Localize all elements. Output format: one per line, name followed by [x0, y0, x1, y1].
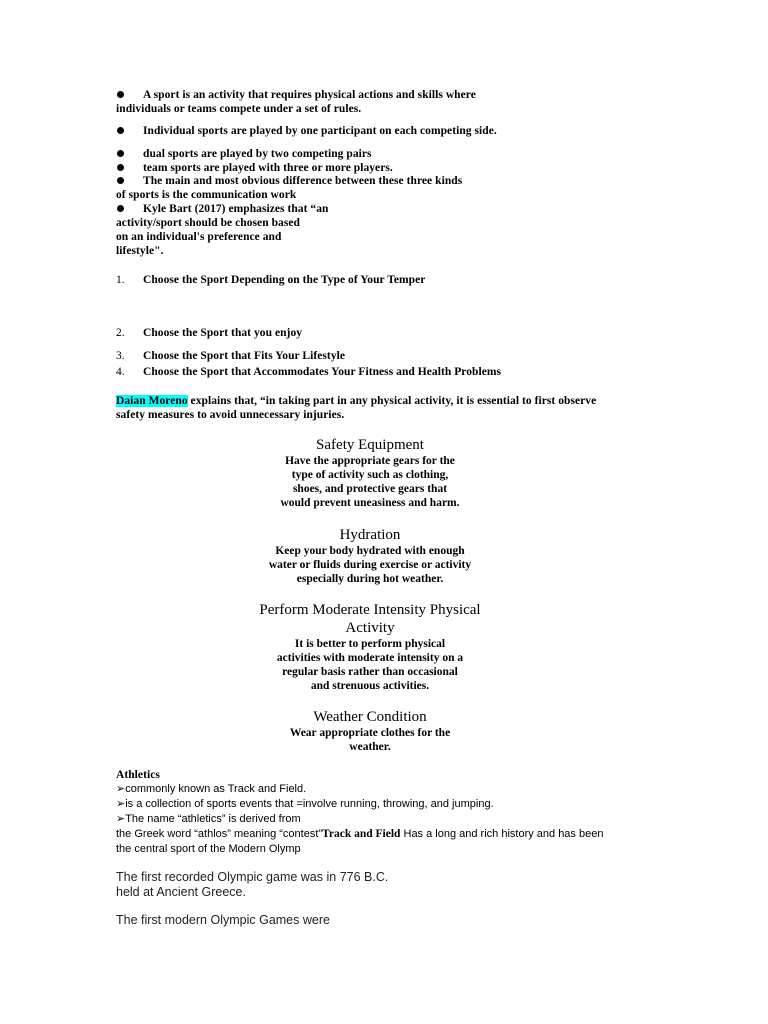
section-body: would prevent uneasiness and harm.	[280, 497, 460, 509]
bullet-text: Individual sports are played by one participant on each competing side.	[143, 125, 497, 137]
section-body: Wear appropriate clothes for the	[289, 727, 451, 739]
bullet-text: The main and most obvious difference between these three kinds	[143, 175, 463, 187]
section-body: shoes, and protective gears that	[292, 483, 448, 495]
athletics-item: ➢The name “athletics” is derived from	[116, 813, 301, 825]
athletics-text: the Greek word “athlos” meaning “contest”	[116, 828, 323, 840]
bullet-text: team sports are played with three or more players.	[143, 162, 393, 174]
bullet-text: individuals or teams compete under a set of rules.	[116, 103, 362, 115]
list-item: Choose the Sport that Fits Your Lifestyle	[143, 350, 346, 362]
list-number: 4.	[116, 366, 125, 378]
section-body: Keep your body hydrated with enough	[275, 545, 465, 557]
section-title: Perform Moderate Intensity Physical	[259, 602, 481, 618]
list-number: 3.	[116, 350, 125, 362]
section-body: water or fluids during exercise or activity	[268, 559, 472, 571]
section-title: Safety Equipment	[316, 437, 424, 453]
bullet-dot-icon	[117, 205, 124, 212]
bullet-text: of sports is the communication work	[116, 189, 297, 201]
athletics-heading: Athletics	[116, 769, 160, 781]
section-body: regular basis rather than occasional	[282, 666, 458, 678]
athletics-item: ➢commonly known as Track and Field.	[116, 783, 307, 795]
bullet-dot-icon	[117, 164, 124, 171]
bullet-text: on an individual's preference and	[116, 231, 282, 243]
section-body: type of activity such as clothing,	[291, 469, 449, 481]
section-body: Have the appropriate gears for the	[285, 455, 455, 467]
section-moderate-intensity	[240, 601, 500, 693]
bullet-dot-icon	[117, 150, 124, 157]
olympic-text: The first modern Olympic Games were	[116, 913, 330, 927]
athletics-item: ➢is a collection of sports events that =involve running, throwing, and jumping.	[116, 798, 494, 810]
bullet-dot-icon	[117, 91, 124, 98]
highlighted-name: Daian Moreno	[116, 395, 188, 407]
section-title: Activity	[345, 620, 395, 636]
section-body: It is better to perform physical	[294, 638, 446, 650]
track-and-field-emphasis: Track and Field	[322, 828, 401, 840]
bullet-text: lifestyle".	[116, 245, 164, 257]
list-item: Choose the Sport that Accommodates Your Fitness and Health Problems	[143, 366, 502, 378]
section-weather-condition	[240, 708, 500, 754]
section-hydration	[240, 526, 500, 586]
list-item: Choose the Sport that you enjoy	[143, 327, 303, 339]
bullet-text: activity/sport should be chosen based	[116, 217, 300, 229]
olympic-text: The first recorded Olympic game was in 776 B.C.	[116, 870, 389, 884]
athletics-paragraph	[116, 827, 603, 842]
list-number: 1.	[116, 274, 125, 286]
bullet-dot-icon	[117, 127, 124, 134]
quote-text: safety measures to avoid unnecessary injuries.	[116, 409, 345, 421]
list-item: Choose the Sport Depending on the Type of Your Temper	[143, 274, 426, 286]
section-body: especially during hot weather.	[296, 573, 444, 585]
athletics-text: Has a long and rich history and has been	[400, 828, 604, 840]
section-body: and strenuous activities.	[310, 680, 430, 692]
section-title: Weather Condition	[313, 709, 427, 725]
olympic-text: held at Ancient Greece.	[116, 885, 246, 899]
athletics-text: the central sport of the Modern Olymp	[116, 843, 301, 855]
section-safety-equipment	[240, 436, 500, 510]
bullet-text: Kyle Bart (2017) emphasizes that “an	[143, 203, 329, 215]
quote-text: explains that, “in taking part in any physical activity, it is essential to first observe	[187, 395, 597, 407]
bullet-text: dual sports are played by two competing pairs	[143, 148, 372, 160]
section-body: activities with moderate intensity on a	[276, 652, 464, 664]
section-title: Hydration	[339, 527, 401, 543]
bullet-text: A sport is an activity that requires physical actions and skills where	[143, 89, 476, 101]
list-number: 2.	[116, 327, 125, 339]
quote-paragraph	[116, 394, 596, 408]
section-body: weather.	[349, 741, 391, 753]
bullet-dot-icon	[117, 177, 124, 184]
